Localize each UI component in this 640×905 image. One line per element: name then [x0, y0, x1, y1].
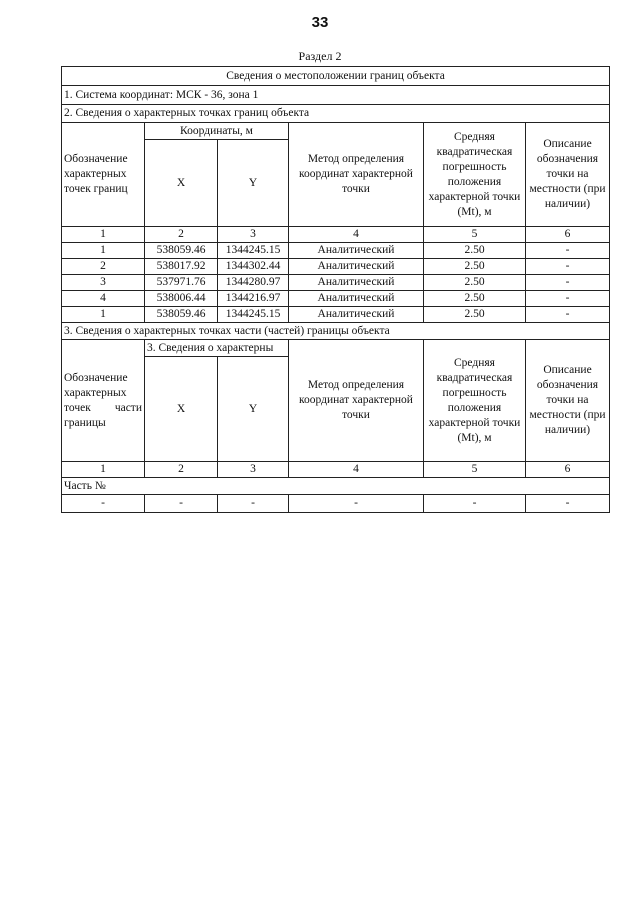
part2-title-row — [62, 105, 610, 123]
error-cell: 2.50 — [424, 243, 526, 259]
y-cell: 1344245.15 — [218, 243, 289, 259]
part2-numbers-row — [62, 227, 610, 243]
header-point: Обозначение характерных точек части границы — [62, 340, 145, 462]
table-row — [62, 307, 610, 323]
table-row — [62, 495, 610, 513]
table-row — [62, 243, 610, 259]
table-title-row — [62, 67, 610, 86]
col-number: 6 — [526, 462, 610, 478]
header-method: Метод определения координат характерной точки — [289, 340, 424, 462]
x-cell: 537971.76 — [145, 275, 218, 291]
error-cell: 2.50 — [424, 275, 526, 291]
header-point: Обозначение характерных точек границ — [62, 123, 145, 227]
error-cell: 2.50 — [424, 291, 526, 307]
description-cell: - — [526, 275, 610, 291]
error-cell: 2.50 — [424, 307, 526, 323]
col-number: 2 — [145, 462, 218, 478]
part-label: Часть № — [62, 478, 610, 495]
part3-header-row — [62, 340, 610, 357]
header-error: Средняя квадратическая погрешность положения характерной точки (Mt), м — [424, 123, 526, 227]
x-cell: 538006.44 — [145, 291, 218, 307]
empty-cell: - — [218, 495, 289, 513]
col-number: 3 — [218, 227, 289, 243]
description-cell: - — [526, 291, 610, 307]
col-number: 4 — [289, 227, 424, 243]
col-number: 4 — [289, 462, 424, 478]
col-number: 1 — [62, 462, 145, 478]
description-cell: - — [526, 243, 610, 259]
table-title: Сведения о местоположении границ объекта — [62, 67, 610, 86]
description-cell: - — [526, 259, 610, 275]
x-cell: 538059.46 — [145, 307, 218, 323]
col-number: 6 — [526, 227, 610, 243]
table-row — [62, 291, 610, 307]
part3-numbers-row — [62, 462, 610, 478]
header-y: Y — [218, 357, 289, 462]
y-cell: 1344302.44 — [218, 259, 289, 275]
part3-title-row — [62, 323, 610, 340]
empty-cell: - — [145, 495, 218, 513]
empty-cell: - — [62, 495, 145, 513]
header-description: Описание обозначения точки на местности (при наличии) — [526, 123, 610, 227]
header-x: X — [145, 140, 218, 227]
point-cell: 3 — [62, 275, 145, 291]
method-cell: Аналитический — [289, 291, 424, 307]
point-cell: 4 — [62, 291, 145, 307]
point-cell: 1 — [62, 307, 145, 323]
coord-system-row — [62, 86, 610, 105]
header-y: Y — [218, 140, 289, 227]
col-number: 3 — [218, 462, 289, 478]
empty-cell: - — [424, 495, 526, 513]
col-number: 2 — [145, 227, 218, 243]
header-coords: Координаты, м — [145, 123, 289, 140]
col-number: 5 — [424, 227, 526, 243]
coord-system: 1. Система координат: МСК - 36, зона 1 — [62, 86, 610, 105]
point-cell: 1 — [62, 243, 145, 259]
method-cell: Аналитический — [289, 307, 424, 323]
page-number: 33 — [311, 14, 329, 31]
method-cell: Аналитический — [289, 259, 424, 275]
error-cell: 2.50 — [424, 259, 526, 275]
header-description: Описание обозначения точки на местности (при наличии) — [526, 340, 610, 462]
y-cell: 1344216.97 — [218, 291, 289, 307]
section-title: Раздел 2 — [298, 49, 342, 63]
y-cell: 1344280.97 — [218, 275, 289, 291]
point-cell: 2 — [62, 259, 145, 275]
method-cell: Аналитический — [289, 275, 424, 291]
header-x: X — [145, 357, 218, 462]
y-cell: 1344245.15 — [218, 307, 289, 323]
x-cell: 538017.92 — [145, 259, 218, 275]
empty-cell: - — [526, 495, 610, 513]
header-error: Средняя квадратическая погрешность положения характерной точки (Mt), м — [424, 340, 526, 462]
table-row — [62, 275, 610, 291]
part2-title: 2. Сведения о характерных точках границ объекта — [62, 105, 610, 123]
header-coords: 3. Сведения о характерны — [145, 340, 289, 357]
col-number: 5 — [424, 462, 526, 478]
part2-header-row — [62, 123, 610, 140]
col-number: 1 — [62, 227, 145, 243]
description-cell: - — [526, 307, 610, 323]
x-cell: 538059.46 — [145, 243, 218, 259]
empty-cell: - — [289, 495, 424, 513]
table-row — [62, 259, 610, 275]
header-method: Метод определения координат характерной точки — [289, 123, 424, 227]
boundaries-table — [61, 66, 610, 513]
method-cell: Аналитический — [289, 243, 424, 259]
part3-title: 3. Сведения о характерных точках части (частей) границы объекта — [62, 323, 610, 340]
part-label-row — [62, 478, 610, 495]
